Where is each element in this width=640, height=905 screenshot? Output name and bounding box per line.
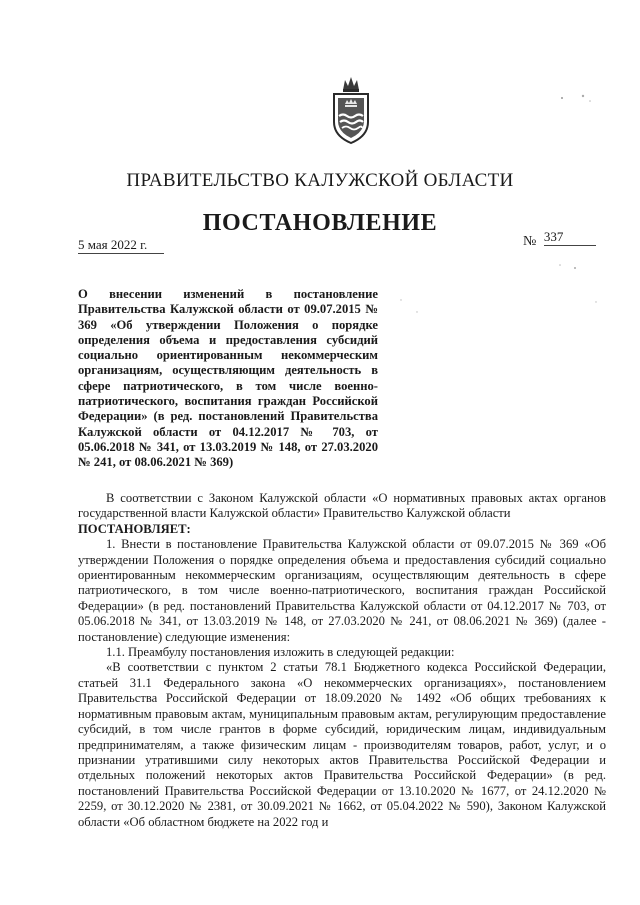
quoted-preamble-paragraph: «В соответствии с пунктом 2 статьи 78.1 Бюджетного кодекса Российской Федерации, статьей 31.1 Федерального закона «О некоммерческих организациях», постановлением Правительства Российской Федерации от 18.09.2020 № 1492 «Об общих требованиях к нормативным правовым актам, муниципальным правовым актам, регулирующим предоставление субсидий, в том числе грантов в форме субсидий, юридическим лицам, индивидуальным предпринимателям, а также физическим лицам - производителям товаров, работ, услуг, и о признании утратившими силу некоторых актов Правительства Российской Федерации и отдельных положений некоторых актов Правительства Российской Федерации» (в ред. постановлений Правительства Российской Федерации от 13.10.2020 № 1677, от 24.12.2020 № 2259, от 30.12.2020 № 2381, от 30.09.2021 № 1662, от 05.04.2022 № 590), Законом Калужской области «Об областном бюджете на 2022 год и: [78, 660, 606, 829]
document-type-title: ПОСТАНОВЛЕНИЕ: [202, 210, 438, 236]
item-1-paragraph: 1. Внести в постановление Правительства Калужской области от 09.07.2015 № 369 «Об утверждении Положения о порядке определения объема и предоставления субсидий социально ориентированным некоммерческим организациям, осуществляющим деятельность в сфере патриотического, в том числе военно-патриотического, воспитания граждан Российской Федерации» (в ред. постановлений Правительства Калужской области от 04.12.2017 № 703, от 05.06.2018 № 341, от 13.03.2019 № 148, от 27.03.2020 № 241, от 08.06.2021 № 369) (далее - постановление) следующие изменения:: [78, 537, 606, 644]
number-sign: №: [523, 234, 537, 249]
intro-paragraph: В соответствии с Законом Калужской области «О нормативных правовых актах органов государственной власти Калужской области» Правительство Калужской области: [78, 491, 606, 521]
item-1-1-paragraph: 1.1. Преамбулу постановления изложить в следующей редакции:: [106, 645, 455, 660]
decree-word: ПОСТАНОВЛЯЕТ:: [78, 521, 191, 536]
organization-title: ПРАВИТЕЛЬСТВО КАЛУЖСКОЙ ОБЛАСТИ: [126, 170, 514, 191]
document-number: 337: [544, 229, 596, 246]
document-subject: О внесении изменений в постановление Правительства Калужской области от 09.07.2015 № 369 «Об утверждении Положения о порядке определения объема и предоставления субсидий социально ориентированным некоммерческим организациям, осуществляющим деятельность в сфере патриотического, в том числе военно-патриотического, воспитания граждан Российской Федерации» (в ред. постановлений Правительства Калужской области от 04.12.2017 № 703, от 05.06.2018 № 341, от 13.03.2019 № 148, от 27.03.2020 № 241, от 08.06.2021 № 369): [78, 287, 378, 470]
document-date: 5 мая 2022 г.: [78, 237, 164, 254]
